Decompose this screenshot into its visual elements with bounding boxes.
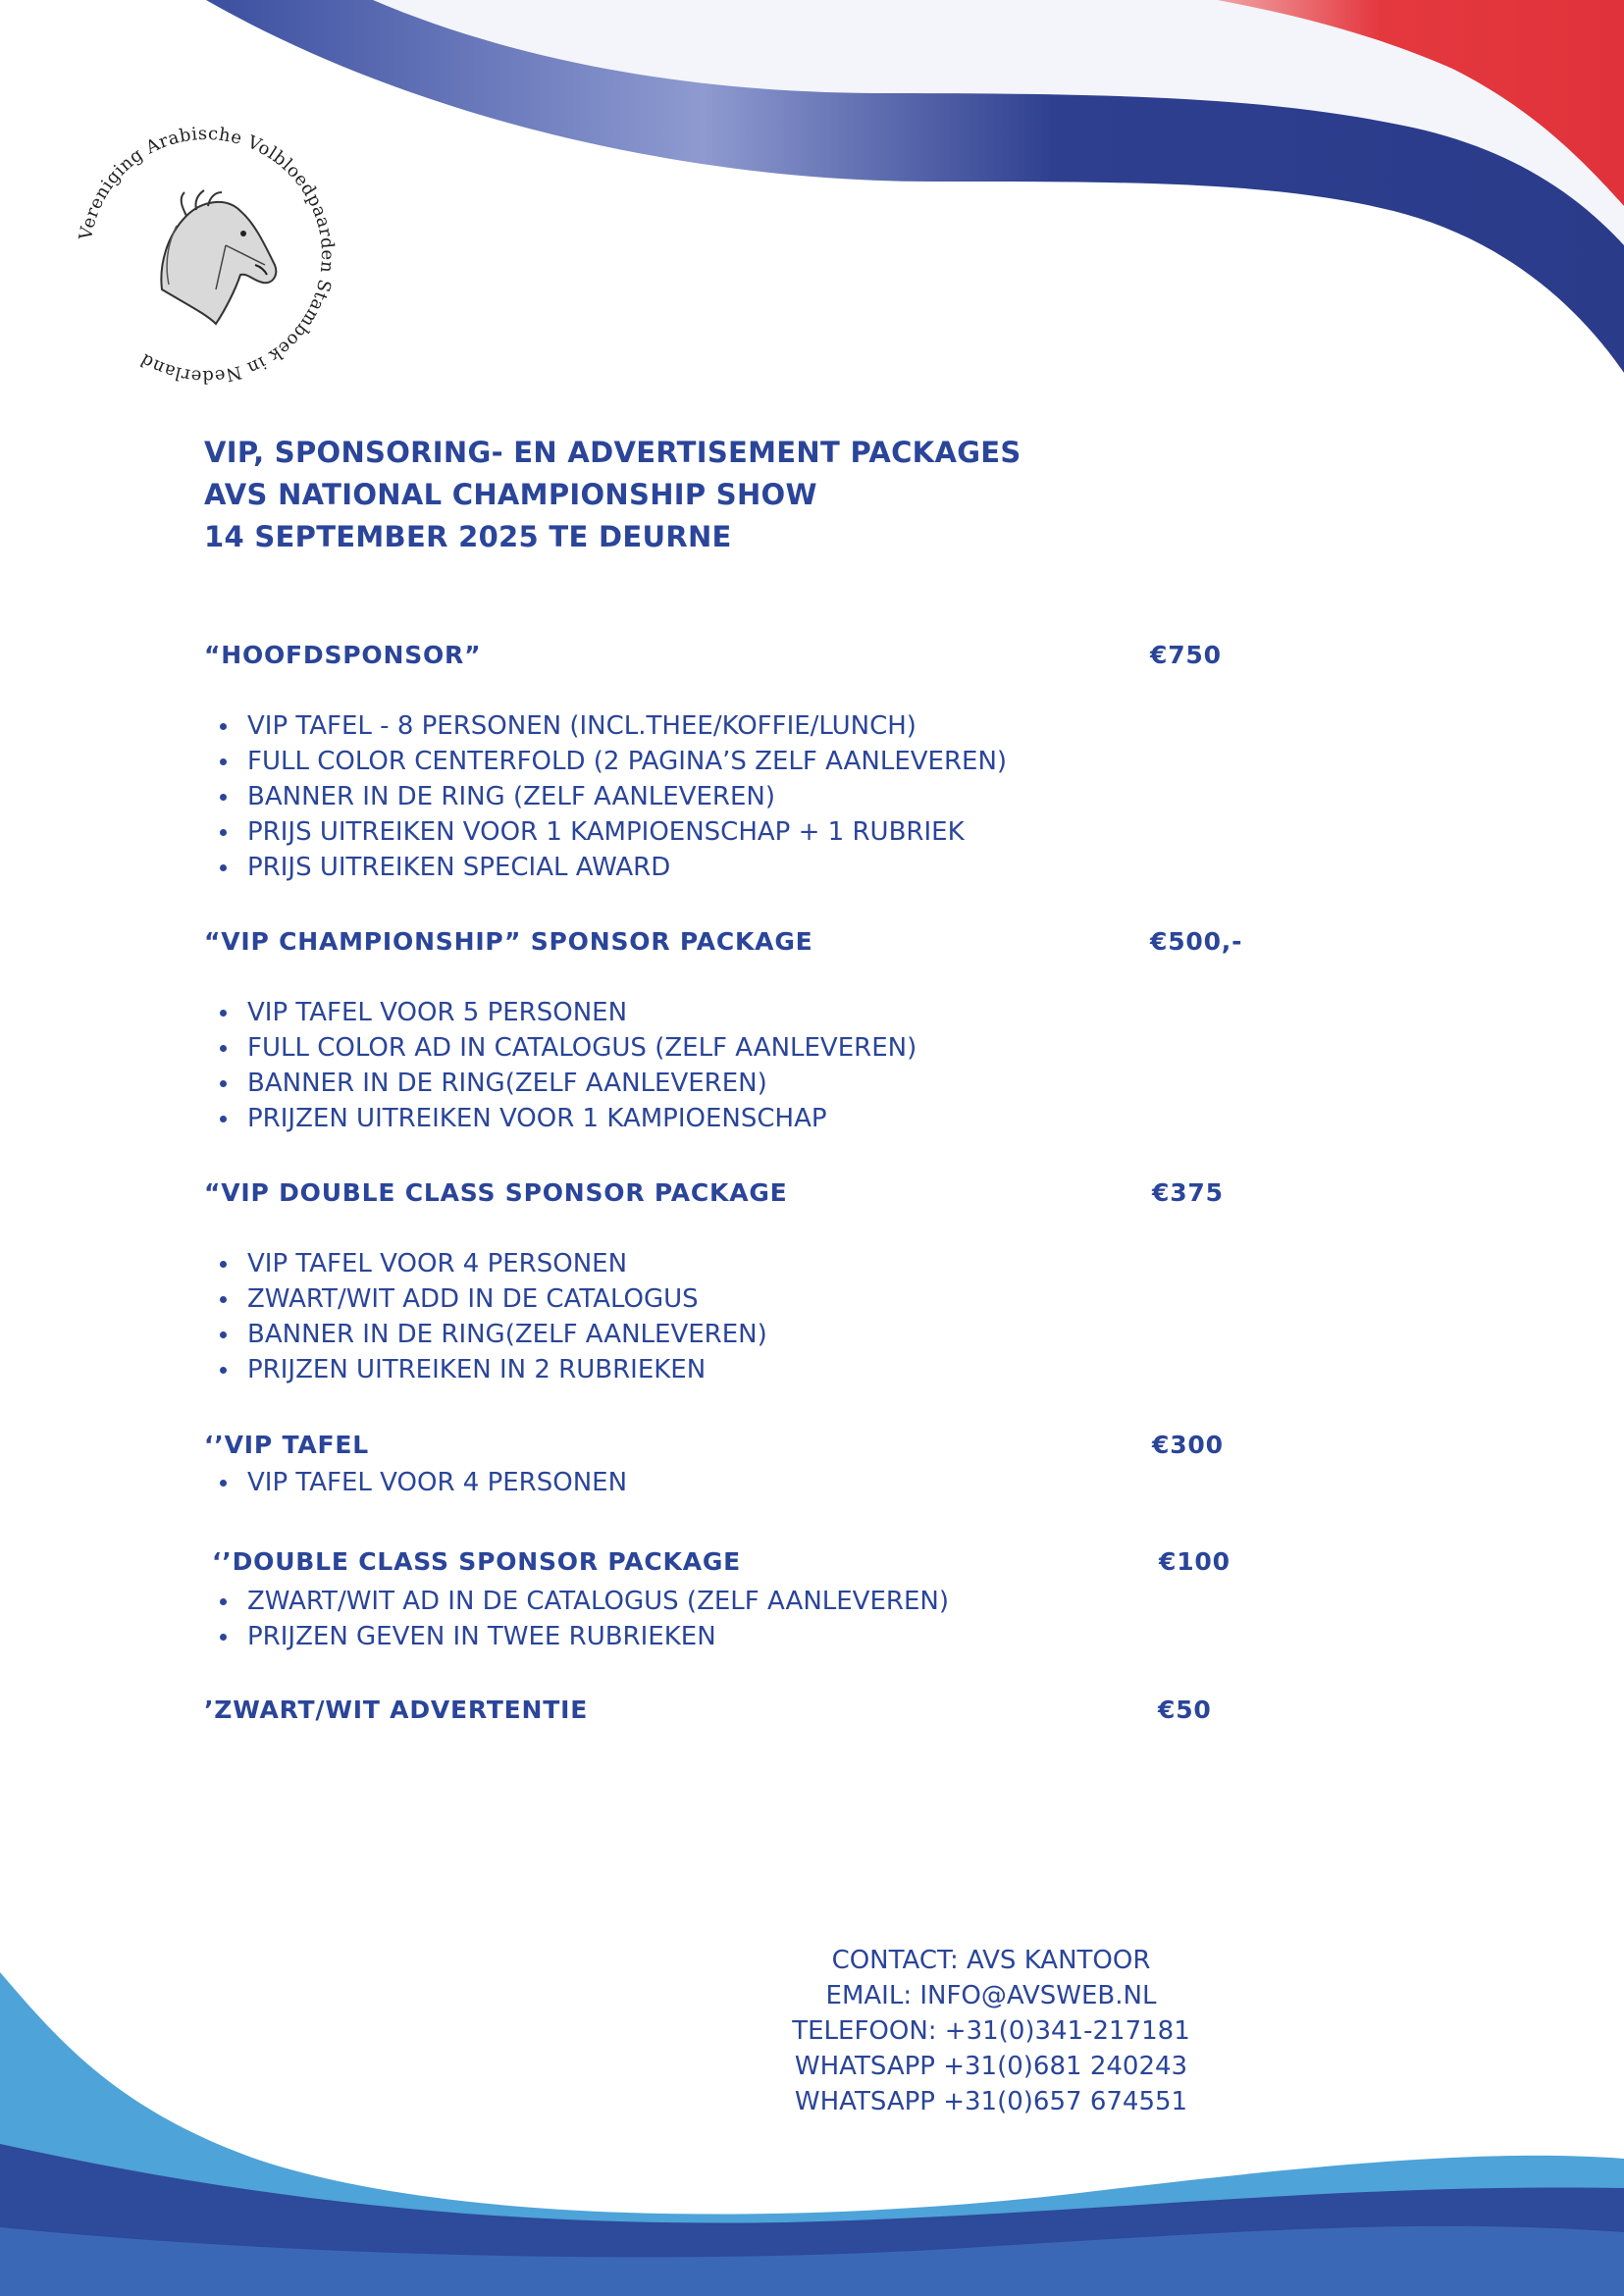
package-price: €750 bbox=[1150, 641, 1222, 669]
list-item: PRIJZEN GEVEN IN TWEE RUBRIEKEN bbox=[204, 1619, 1291, 1654]
package-vip-tafel bbox=[204, 1426, 1283, 1500]
heading-line-2: AVS NATIONAL CHAMPIONSHIP SHOW bbox=[204, 478, 817, 511]
contact-line: CONTACT: AVS KANTOOR bbox=[831, 1946, 1151, 1975]
list-item: FULL COLOR AD IN CATALOGUS (ZELF AANLEVEREN) bbox=[204, 1030, 1283, 1066]
package-title: “VIP DOUBLE CLASS SPONSOR PACKAGE bbox=[204, 1178, 788, 1207]
package-hoofdsponsor bbox=[204, 636, 1283, 885]
package-title: ’ZWART/WIT ADVERTENTIE bbox=[204, 1696, 589, 1724]
list-item: PRIJS UITREIKEN SPECIAL AWARD bbox=[204, 850, 1283, 885]
list-item: VIP TAFEL - 8 PERSONEN (INCL.THEE/KOFFIE/LUNCH) bbox=[204, 708, 1283, 744]
package-title: ‘’DOUBLE CLASS SPONSOR PACKAGE bbox=[212, 1547, 742, 1576]
list-item: FULL COLOR CENTERFOLD (2 PAGINA’S ZELF AANLEVEREN) bbox=[204, 744, 1283, 779]
package-items bbox=[204, 708, 1283, 885]
avs-logo-seal bbox=[69, 118, 343, 392]
list-item: BANNER IN DE RING (ZELF AANLEVEREN) bbox=[204, 779, 1283, 814]
package-price: €300 bbox=[1152, 1431, 1224, 1459]
contact-phone[interactable]: TELEFOON: +31(0)341-217181 bbox=[792, 2016, 1190, 2046]
package-title: “VIP CHAMPIONSHIP” SPONSOR PACKAGE bbox=[204, 927, 813, 956]
contact-whatsapp-1[interactable]: WHATSAPP +31(0)681 240243 bbox=[794, 2052, 1188, 2081]
contact-whatsapp-2[interactable]: WHATSAPP +31(0)657 674551 bbox=[794, 2087, 1188, 2116]
list-item: BANNER IN DE RING(ZELF AANLEVEREN) bbox=[204, 1066, 1283, 1101]
package-double-class bbox=[212, 1542, 1291, 1654]
list-item: VIP TAFEL VOOR 4 PERSONEN bbox=[204, 1465, 1283, 1500]
list-item: VIP TAFEL VOOR 5 PERSONEN bbox=[204, 995, 1283, 1030]
list-item: PRIJS UITREIKEN VOOR 1 KAMPIOENSCHAP + 1 RUBRIEK bbox=[204, 814, 1283, 850]
contact-block bbox=[746, 1943, 1236, 2119]
package-price: €500,- bbox=[1150, 927, 1243, 956]
package-items bbox=[204, 995, 1283, 1136]
heading-line-1: VIP, SPONSORING- EN ADVERTISEMENT PACKAGES bbox=[204, 436, 1022, 469]
svg-text:Vereniging Arabische Volbloedp: Vereniging Arabische Volbloedpaarden Stamboek in Nederland bbox=[76, 123, 339, 388]
package-price: €100 bbox=[1159, 1547, 1231, 1576]
package-zwart-wit-advertentie bbox=[204, 1691, 1283, 1730]
horse-head-icon bbox=[161, 190, 276, 324]
list-item: PRIJZEN UITREIKEN VOOR 1 KAMPIOENSCHAP bbox=[204, 1101, 1283, 1136]
list-item: ZWART/WIT AD IN DE CATALOGUS (ZELF AANLEVEREN) bbox=[204, 1584, 1291, 1619]
list-item: ZWART/WIT ADD IN DE CATALOGUS bbox=[204, 1281, 1283, 1317]
package-title: “HOOFDSPONSOR” bbox=[204, 641, 482, 669]
package-items bbox=[204, 1465, 1283, 1500]
package-vip-double-class bbox=[204, 1174, 1283, 1387]
heading-line-3: 14 SEPTEMBER 2025 TE DEURNE bbox=[204, 520, 732, 553]
package-vip-championship bbox=[204, 922, 1283, 1136]
list-item: PRIJZEN UITREIKEN IN 2 RUBRIEKEN bbox=[204, 1352, 1283, 1387]
package-price: €50 bbox=[1158, 1696, 1212, 1724]
list-item: BANNER IN DE RING(ZELF AANLEVEREN) bbox=[204, 1317, 1283, 1352]
contact-email[interactable]: EMAIL: INFO@AVSWEB.NL bbox=[825, 1981, 1157, 2010]
package-items bbox=[204, 1246, 1283, 1387]
package-items bbox=[204, 1584, 1291, 1654]
package-price: €375 bbox=[1152, 1178, 1224, 1207]
package-title: ‘’VIP TAFEL bbox=[204, 1431, 370, 1459]
list-item: VIP TAFEL VOOR 4 PERSONEN bbox=[204, 1246, 1283, 1281]
page-heading bbox=[204, 432, 1022, 558]
